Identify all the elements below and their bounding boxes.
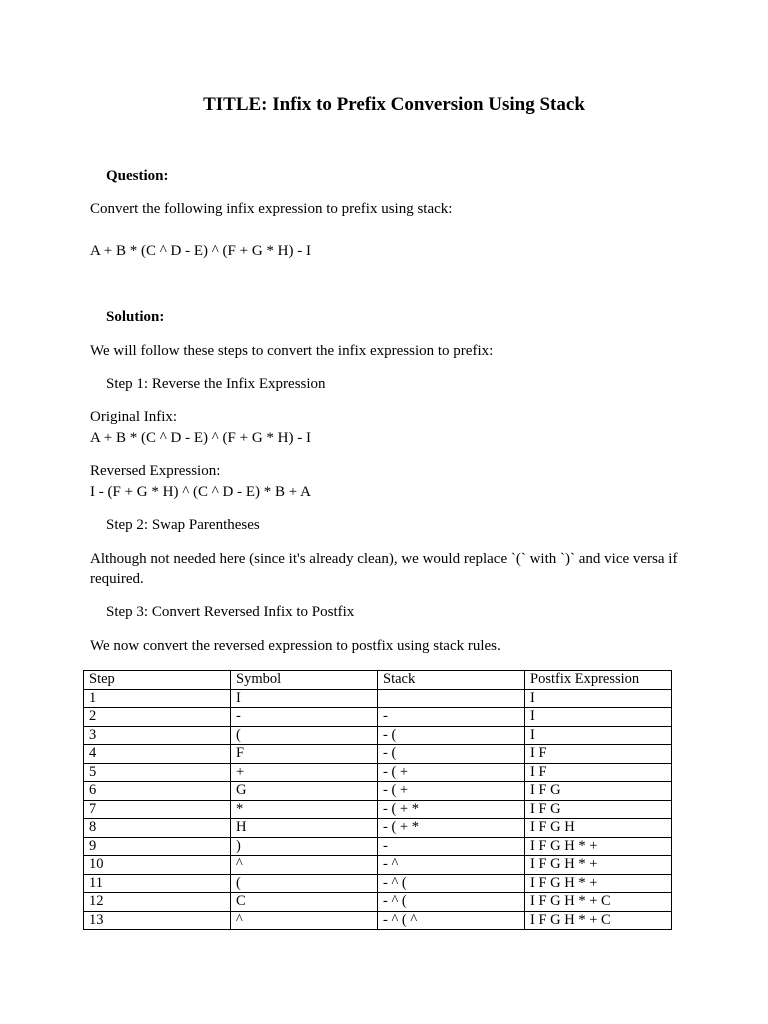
symbol-cell: ): [231, 837, 378, 856]
stack-cell: - ^: [378, 856, 525, 875]
table-row: [84, 874, 672, 893]
step-cell: 11: [84, 874, 231, 893]
table-row: [84, 745, 672, 764]
question-text: Convert the following infix expression to prefix using stack:: [90, 201, 453, 217]
conversion-table: [83, 670, 672, 930]
step-cell: 13: [84, 911, 231, 930]
postfix-cell: I F: [525, 745, 672, 764]
postfix-cell: I F G: [525, 782, 672, 801]
stack-cell: - ^ (: [378, 893, 525, 912]
step-cell: 10: [84, 856, 231, 875]
step-cell: 1: [84, 689, 231, 708]
stack-cell: -: [378, 837, 525, 856]
stack-cell: - ( + *: [378, 800, 525, 819]
step-cell: 5: [84, 763, 231, 782]
table-row: [84, 763, 672, 782]
table-row: [84, 689, 672, 708]
solution-heading: Solution:: [106, 309, 165, 325]
stack-cell: - (: [378, 726, 525, 745]
step2-text: Although not needed here (since it's already clean), we would replace `(` with `)` and vice versa if required.: [90, 551, 678, 587]
step-cell: 9: [84, 837, 231, 856]
step2-heading: Step 2: Swap Parentheses: [106, 517, 260, 533]
symbol-cell: (: [231, 874, 378, 893]
postfix-cell: I F G H * +: [525, 837, 672, 856]
symbol-cell: G: [231, 782, 378, 801]
step-cell: 6: [84, 782, 231, 801]
postfix-cell: I: [525, 689, 672, 708]
stack-cell: [378, 689, 525, 708]
stack-cell: -: [378, 708, 525, 727]
step-cell: 4: [84, 745, 231, 764]
symbol-cell: *: [231, 800, 378, 819]
original-infix-label: Original Infix:: [90, 409, 178, 425]
symbol-cell: -: [231, 708, 378, 727]
step-cell: 7: [84, 800, 231, 819]
question-heading: Question:: [106, 168, 169, 184]
postfix-cell: I F G H: [525, 819, 672, 838]
postfix-cell: I: [525, 708, 672, 727]
stack-cell: - (: [378, 745, 525, 764]
step-cell: 12: [84, 893, 231, 912]
symbol-cell: (: [231, 726, 378, 745]
step3-heading: Step 3: Convert Reversed Infix to Postfix: [106, 604, 355, 620]
table-row: [84, 800, 672, 819]
symbol-cell: ^: [231, 856, 378, 875]
symbol-cell: I: [231, 689, 378, 708]
stack-cell: - ( + *: [378, 819, 525, 838]
question-expression: A + B * (C ^ D - E) ^ (F + G * H) - I: [90, 243, 311, 259]
page-title: TITLE: Infix to Prefix Conversion Using Stack: [203, 94, 585, 115]
header-symbol: Symbol: [231, 671, 378, 690]
reversed-expression: I - (F + G * H) ^ (C ^ D - E) * B + A: [90, 484, 311, 500]
postfix-cell: I F G H * +: [525, 874, 672, 893]
postfix-cell: I F G H * + C: [525, 911, 672, 930]
symbol-cell: ^: [231, 911, 378, 930]
table-row: [84, 819, 672, 838]
symbol-cell: C: [231, 893, 378, 912]
table-row: [84, 856, 672, 875]
postfix-cell: I F G: [525, 800, 672, 819]
table-row: [84, 837, 672, 856]
step-cell: 8: [84, 819, 231, 838]
step1-heading: Step 1: Reverse the Infix Expression: [106, 376, 326, 392]
step-cell: 2: [84, 708, 231, 727]
reversed-expression-label: Reversed Expression:: [90, 463, 221, 479]
postfix-cell: I: [525, 726, 672, 745]
postfix-cell: I F: [525, 763, 672, 782]
symbol-cell: F: [231, 745, 378, 764]
step-cell: 3: [84, 726, 231, 745]
stack-cell: - ( +: [378, 763, 525, 782]
solution-intro: We will follow these steps to convert the infix expression to prefix:: [90, 343, 494, 359]
stack-cell: - ( +: [378, 782, 525, 801]
header-stack: Stack: [378, 671, 525, 690]
original-infix-expression: A + B * (C ^ D - E) ^ (F + G * H) - I: [90, 430, 311, 446]
table-row: [84, 708, 672, 727]
table-header-row: [84, 671, 672, 690]
header-postfix: Postfix Expression: [525, 671, 672, 690]
header-step: Step: [84, 671, 231, 690]
postfix-cell: I F G H * +: [525, 856, 672, 875]
table-row: [84, 726, 672, 745]
table-row: [84, 911, 672, 930]
table-row: [84, 893, 672, 912]
stack-cell: - ^ (: [378, 874, 525, 893]
table-row: [84, 782, 672, 801]
step3-text: We now convert the reversed expression to postfix using stack rules.: [90, 638, 501, 654]
postfix-cell: I F G H * + C: [525, 893, 672, 912]
symbol-cell: H: [231, 819, 378, 838]
stack-cell: - ^ ( ^: [378, 911, 525, 930]
symbol-cell: +: [231, 763, 378, 782]
